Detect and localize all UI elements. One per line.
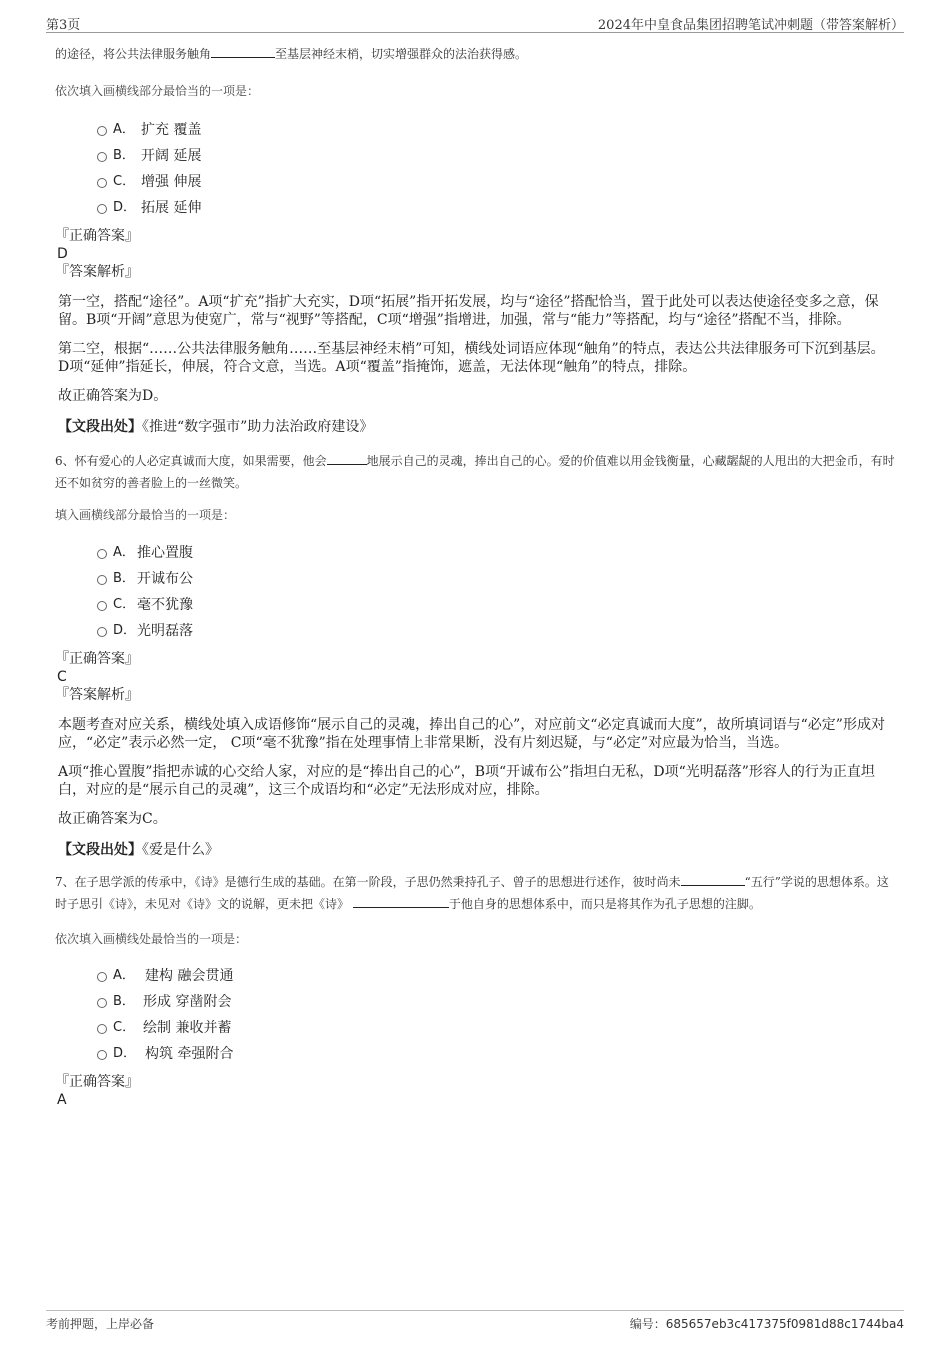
option-c[interactable]: C． 毫不犹豫 <box>55 592 895 618</box>
question-6-options <box>55 540 895 644</box>
correct-answer: D <box>57 246 68 262</box>
question-prompt: 依次填入画横线处最恰当的一项是： <box>55 932 248 946</box>
answer-blank <box>211 44 275 58</box>
question-prompt: 依次填入画横线部分最恰当的一项是： <box>55 84 260 98</box>
option-a[interactable]: A． 扩充 覆盖 <box>55 117 895 143</box>
analysis-paragraph: 第一空，搭配“途径”。A项“扩充”指扩大充实，D项“拓展”指开拓发展，均与“途径”搭配恰当，置于此处可以表达使途径变多之意，保留。B项“开阔”意思为使宽广，常与“视野”等搭配，C项“增强”指增进，加强，常与“能力”等搭配，均与“途径”搭配不当，排除。 <box>58 294 879 328</box>
document-title: 2024年中皇食品集团招聘笔试冲刺题（带答案解析） <box>597 18 904 33</box>
analysis-paragraph: 本题考查对应关系，横线处填入成语修饰“展示自己的灵魂，捧出自己的心”，对应前文“必定真诚而大度”，故所填词语与“必定”形成对应，“必定”表示必然一定， C项“毫不犹豫”指在处理事情上非常果断，没有片刻迟疑，与“必定”对应最为恰当，当选。 <box>58 717 885 751</box>
page-header <box>46 10 904 33</box>
page-number: 第3页 <box>46 18 81 33</box>
radio-button[interactable] <box>97 601 107 611</box>
answer-label: 『正确答案』 <box>55 228 139 244</box>
radio-button[interactable] <box>97 575 107 585</box>
answer-label: 『正确答案』 <box>55 1074 139 1090</box>
radio-button[interactable] <box>97 972 107 982</box>
question-prompt: 填入画横线部分最恰当的一项是： <box>55 508 236 522</box>
analysis-label: 『答案解析』 <box>55 687 139 703</box>
answer-blank <box>681 872 745 886</box>
option-b[interactable]: B． 开阔 延展 <box>55 143 895 169</box>
footer-slogan: 考前押题，上岸必备 <box>46 1317 155 1331</box>
question-7-text: 7、在子思学派的传承中，《诗》是德行生成的基础。在第一阶段，子思仍然秉持孔子、曾子的思想进行述作，彼时尚未 “五行”学说的思想体系。这时子思引《诗》，未见对《诗》文的说解，更未把《诗》 于他自身的思想体系中，而只是将其作为孔子思想的注脚。 <box>55 871 895 915</box>
question-6-text: 6、怀有爱心的人必定真诚而大度，如果需要，他会 地展示自己的灵魂，捧出自己的心。爱的价值难以用金钱衡量，心藏龌龊的人甩出的大把金币，有时还不如贫穷的善者脸上的一丝微笑。 <box>55 450 895 494</box>
analysis-conclusion: 故正确答案为C。 <box>58 811 167 827</box>
source-citation: 【文段出处】《推进“数字强市”助力法治政府建设》 <box>58 419 374 435</box>
question-5-text: 的途径，将公共法律服务触角 至基层神经末梢，切实增强群众的法治获得感。 <box>55 43 895 65</box>
answer-label: 『正确答案』 <box>55 651 139 667</box>
radio-button[interactable] <box>97 126 107 136</box>
source-citation: 【文段出处】《爱是什么》 <box>58 842 219 858</box>
radio-button[interactable] <box>97 178 107 188</box>
correct-answer: A <box>57 1092 67 1108</box>
question-7-options <box>55 963 895 1067</box>
option-b[interactable]: B． 开诚布公 <box>55 566 895 592</box>
answer-blank <box>327 451 367 465</box>
radio-button[interactable] <box>97 1050 107 1060</box>
radio-button[interactable] <box>97 627 107 637</box>
radio-button[interactable] <box>97 204 107 214</box>
answer-blank <box>353 894 449 908</box>
radio-button[interactable] <box>97 1024 107 1034</box>
page-content <box>55 40 895 1109</box>
radio-button[interactable] <box>97 152 107 162</box>
correct-answer: C <box>57 669 67 685</box>
option-b[interactable]: B． 形成 穿凿附会 <box>55 989 895 1015</box>
analysis-paragraph: A项“推心置腹”指把赤诚的心交给人家，对应的是“捧出自己的心”，B项“开诚布公”指坦白无私，D项“光明磊落”形容人的行为正直坦白，对应的是“展示自己的灵魂”，这三个成语均和“必定”无法形成对应，排除。 <box>58 764 875 798</box>
option-c[interactable]: C． 绘制 兼收并蓄 <box>55 1015 895 1041</box>
option-d[interactable]: D． 拓展 延伸 <box>55 195 895 221</box>
page-footer <box>46 1310 904 1335</box>
analysis-label: 『答案解析』 <box>55 264 139 280</box>
question-5-options <box>55 117 895 221</box>
analysis-paragraph: 第二空，根据“……公共法律服务触角……至基层神经末梢”可知，横线处词语应体现“触角”的特点，表达公共法律服务可下沉到基层。D项“延伸”指延长，伸展，符合文意，当选。A项“覆盖”指掩饰，遮盖，无法体现“触角”的特点，排除。 <box>58 341 885 375</box>
radio-button[interactable] <box>97 998 107 1008</box>
option-a[interactable]: A． 推心置腹 <box>55 540 895 566</box>
radio-button[interactable] <box>97 549 107 559</box>
document-id: 编号：685657eb3c417375f0981d88c1744ba4 <box>629 1317 904 1331</box>
analysis-conclusion: 故正确答案为D。 <box>58 388 168 404</box>
option-a[interactable]: A． 建构 融会贯通 <box>55 963 895 989</box>
option-c[interactable]: C． 增强 伸展 <box>55 169 895 195</box>
option-d[interactable]: D． 构筑 牵强附合 <box>55 1041 895 1067</box>
option-d[interactable]: D． 光明磊落 <box>55 618 895 644</box>
